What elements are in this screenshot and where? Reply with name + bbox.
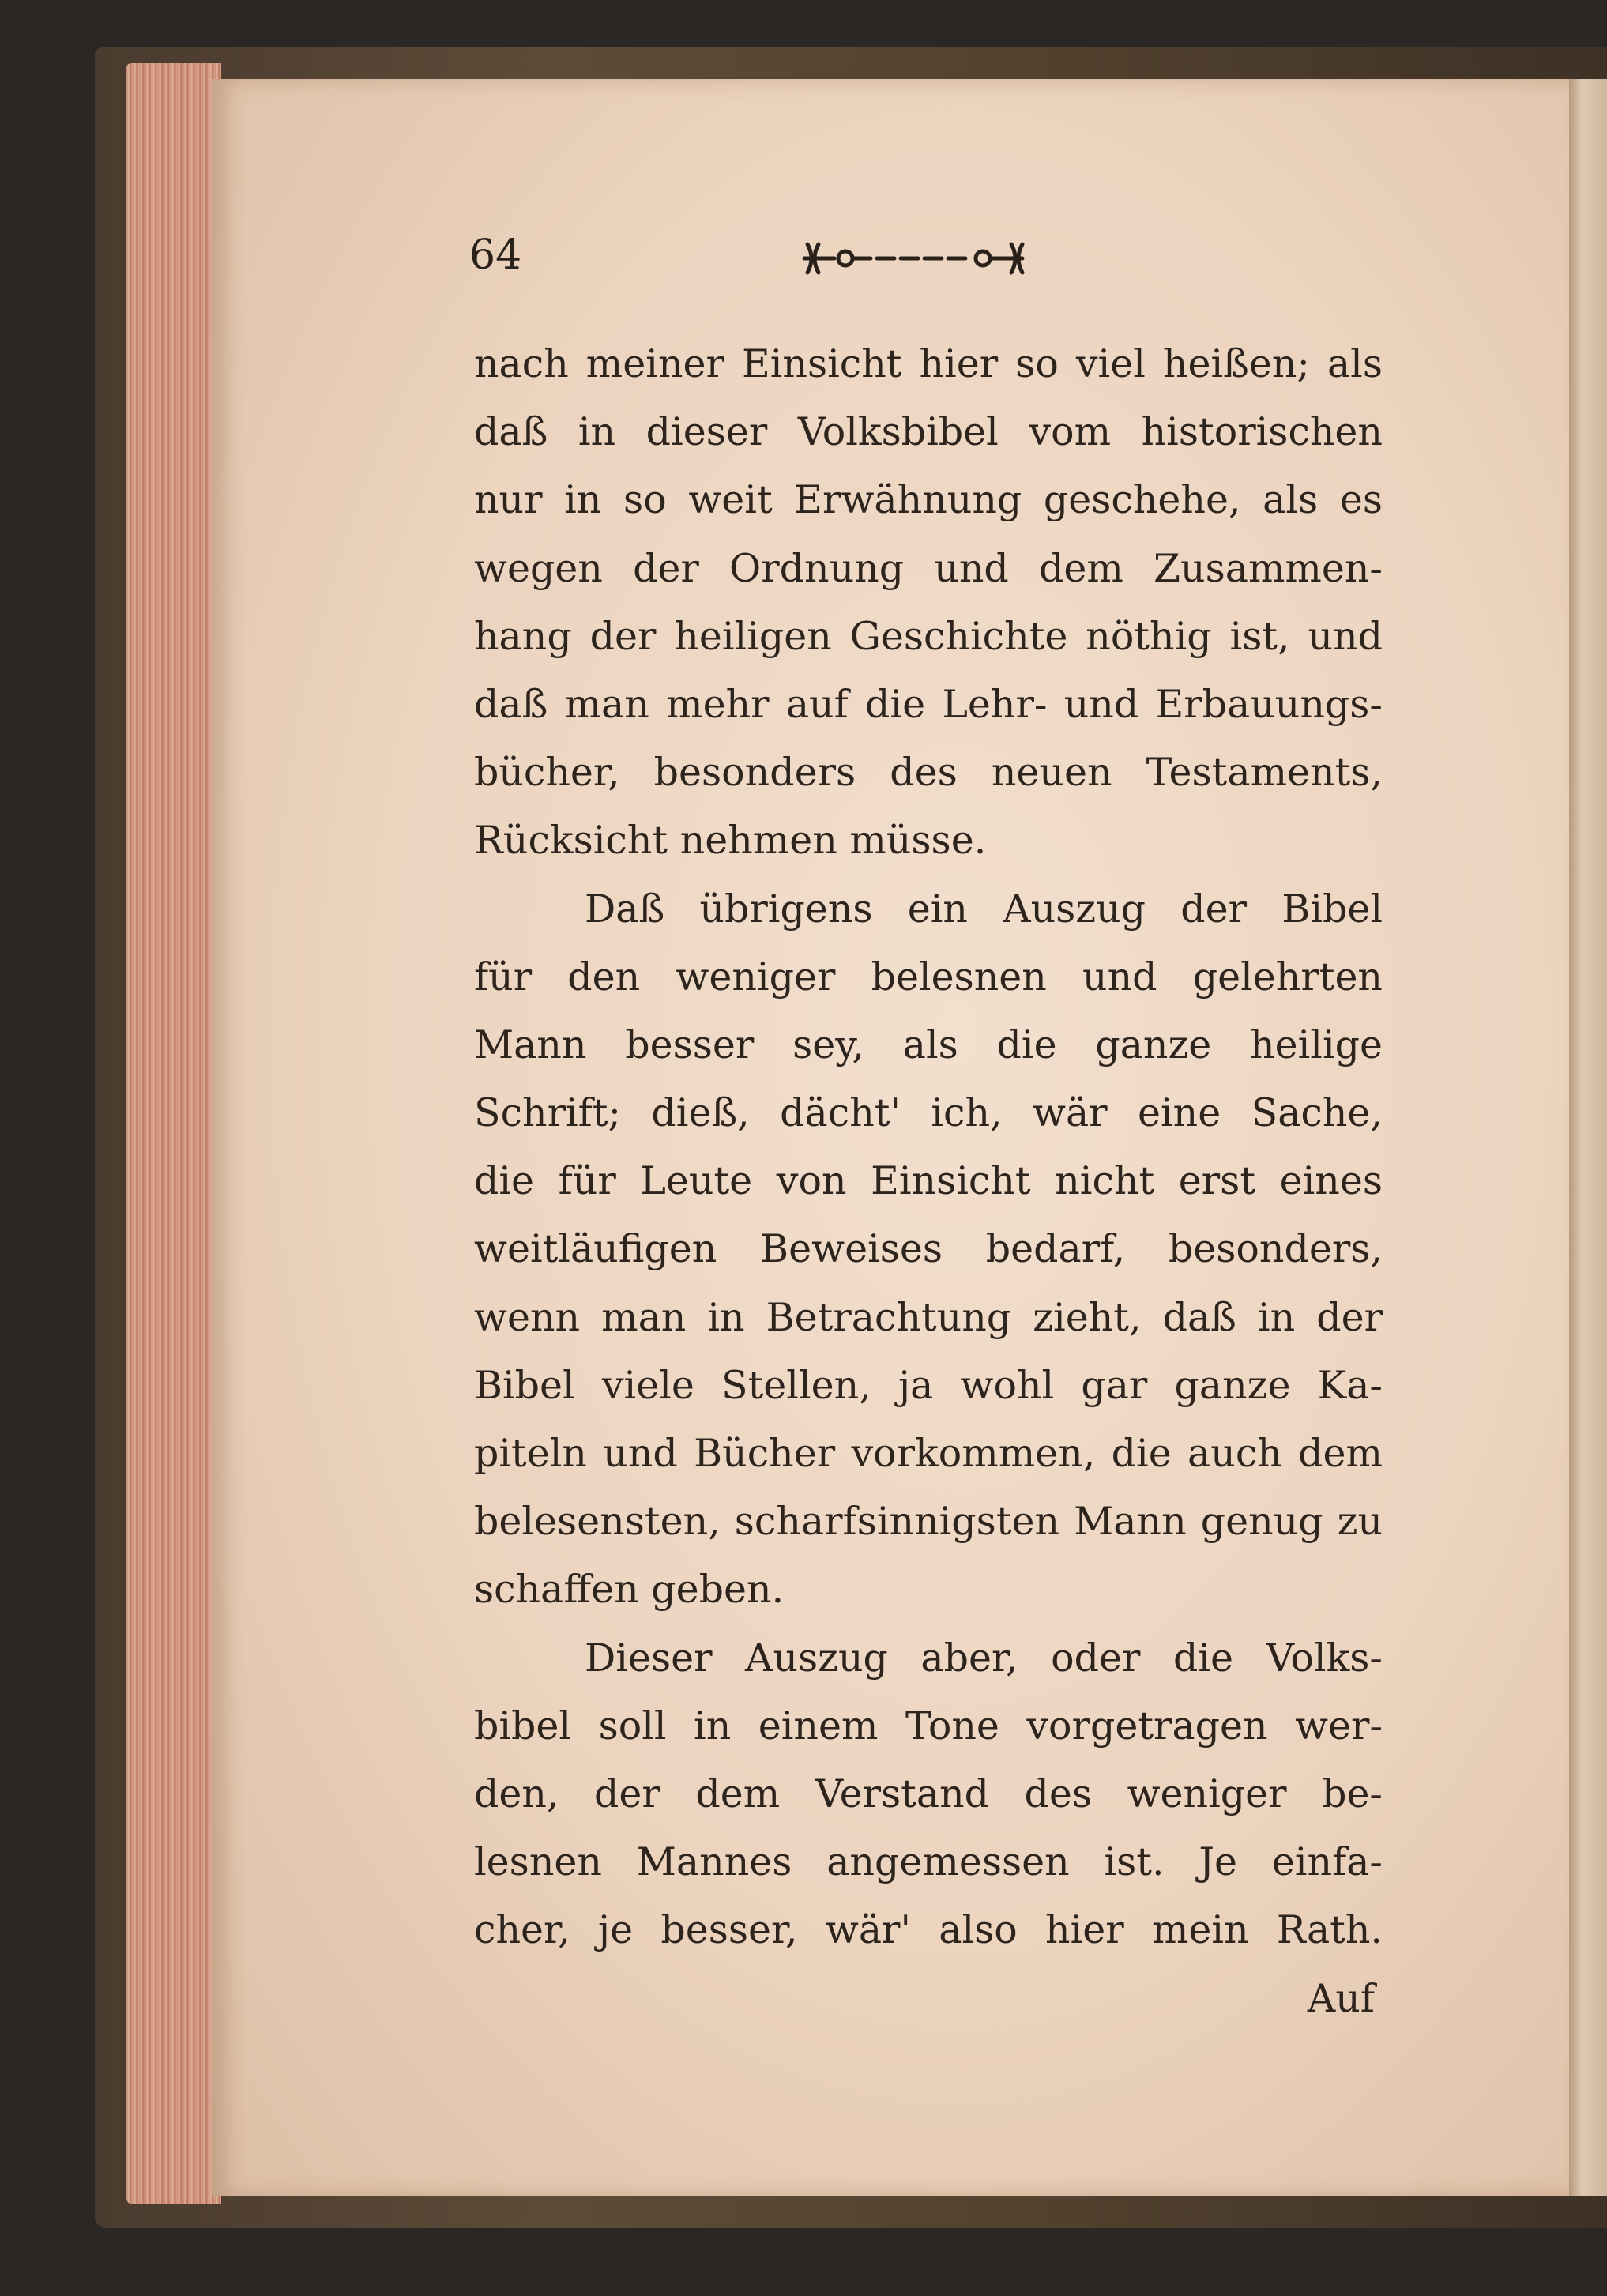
text-line: schaffen geben. bbox=[474, 1567, 785, 1613]
text-line: Mann besser sey, als die ganze heilige bbox=[474, 1022, 1383, 1067]
text-line: Rücksicht nehmen müsse. bbox=[474, 818, 987, 864]
text-line: daß man mehr auf die Lehr- und Erbauungs- bbox=[474, 681, 1383, 727]
page-number: 64 bbox=[469, 231, 522, 279]
text-line: die für Leute von Einsicht nicht erst eines bbox=[474, 1158, 1383, 1204]
text-line: weitläufigen Beweises bedarf, besonders, bbox=[474, 1226, 1383, 1272]
text-line: cher, je besser, wär' also hier mein Rath. bbox=[474, 1907, 1383, 1953]
text-line: lesnen Mannes angemessen ist. Je einfa- bbox=[474, 1839, 1383, 1885]
text-line: Bibel viele Stellen, ja wohl gar ganze Ka- bbox=[474, 1362, 1383, 1408]
text-line: bibel soll in einem Tone vorgetragen wer- bbox=[474, 1703, 1383, 1748]
text-line: Daß übrigens ein Auszug der Bibel bbox=[585, 886, 1383, 932]
page-header bbox=[455, 225, 1379, 296]
ornamental-rule-icon bbox=[796, 233, 1033, 284]
facing-page-edge bbox=[1569, 79, 1607, 2196]
text-line: piteln und Bücher vorkommen, die auch dem bbox=[474, 1431, 1383, 1476]
text-line: nach meiner Einsicht hier so viel heißen; als bbox=[474, 341, 1383, 386]
text-line: für den weniger belesnen und gelehrten bbox=[474, 954, 1383, 999]
text-line: hang der heiligen Geschichte nöthig ist, und bbox=[474, 613, 1383, 659]
text-line: bücher, besonders des neuen Testaments, bbox=[474, 750, 1383, 796]
text-line: belesensten, scharfsinnigsten Mann genug zu bbox=[474, 1499, 1383, 1545]
text-line: den, der dem Verstand des weniger be- bbox=[474, 1771, 1383, 1816]
text-line: Dieser Auszug aber, oder die Volks- bbox=[585, 1635, 1383, 1681]
catchword: Auf bbox=[1307, 1975, 1375, 2021]
text-line: wenn man in Betrachtung zieht, daß in der bbox=[474, 1294, 1383, 1340]
text-line: daß in dieser Volksbibel vom historischen bbox=[474, 409, 1383, 455]
body-text bbox=[474, 330, 1383, 2033]
text-line: wegen der Ordnung und dem Zusammen- bbox=[474, 545, 1383, 591]
page-edges bbox=[126, 63, 221, 2204]
text-line: Schrift; dieß, dächt' ich, wär eine Sache, bbox=[474, 1090, 1383, 1136]
text-line: nur in so weit Erwähnung geschehe, als es bbox=[474, 477, 1383, 523]
